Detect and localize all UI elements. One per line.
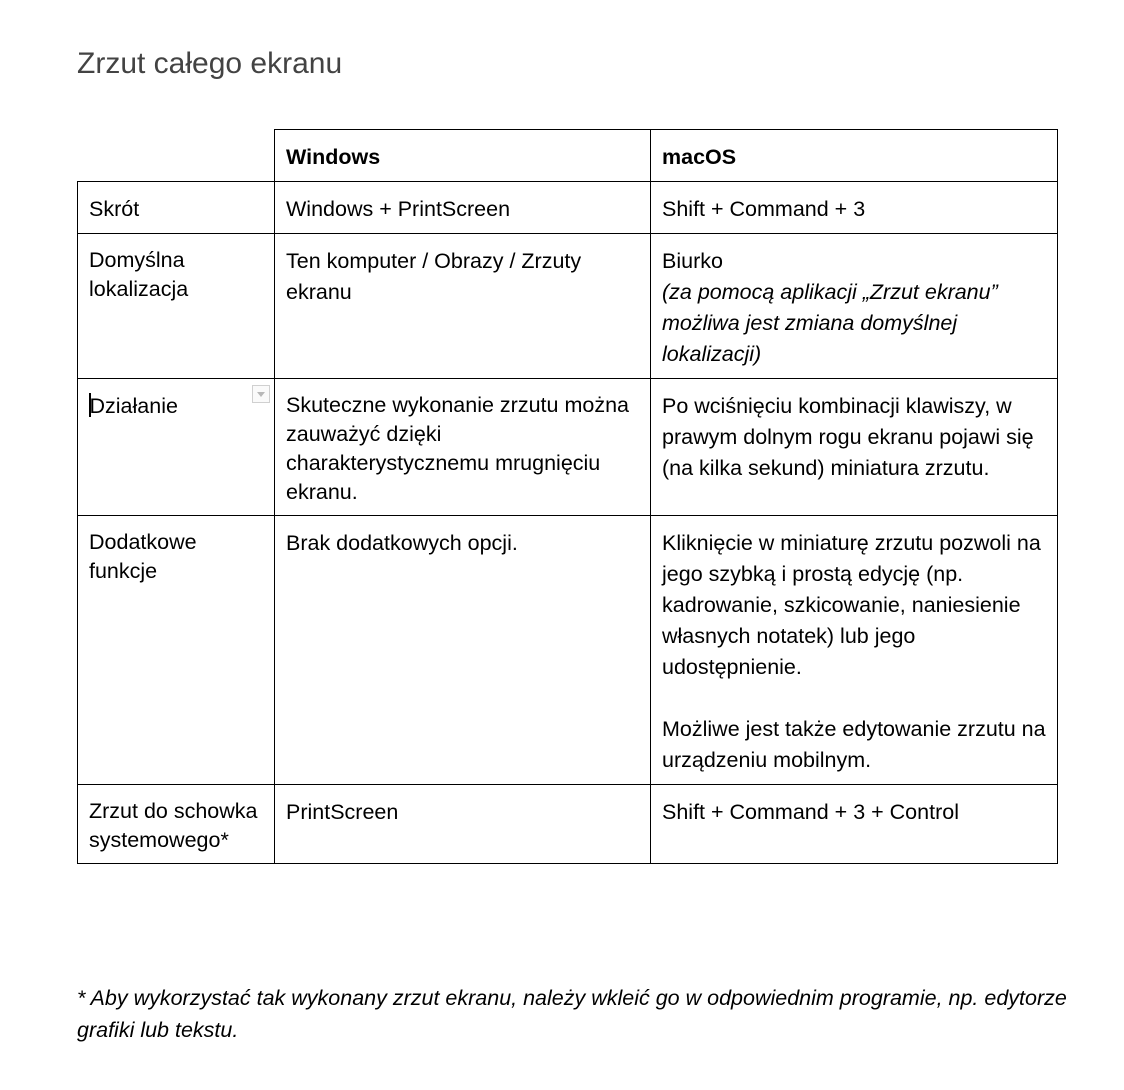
table-row (78, 379, 1058, 516)
comparison-table (77, 129, 1058, 864)
row-label-funkcje[interactable]: Dodatkowe funkcje (78, 516, 275, 785)
footnote: * Aby wykorzystać tak wykonany zrzut ekranu, należy wkleić go w odpowiednim programie, np. edytorze grafiki lub tekstu. (77, 986, 1067, 1042)
macos-functions-text: Kliknięcie w miniaturę zrzutu pozwoli na jego szybką i prostą edycję (np. kadrowanie, szkicowanie, naniesienie własnych notatek) lub jego udostępnienie. (662, 531, 1041, 679)
row-label-skrot[interactable]: Skrót (78, 182, 275, 234)
cell-windows-skrot[interactable]: Windows + PrintScreen (275, 182, 651, 234)
macos-functions-extra: Możliwe jest także edytowanie zrzutu na urządzeniu mobilnym. (662, 717, 1046, 772)
table-row (78, 182, 1058, 234)
cell-windows-lokalizacja[interactable]: Ten komputer / Obrazy / Zrzuty ekranu (275, 234, 651, 379)
header-macos[interactable]: macOS (651, 130, 1058, 182)
cell-windows-schowek[interactable]: PrintScreen (275, 785, 651, 864)
cell-windows-dzialanie[interactable]: Skuteczne wykonanie zrzutu można zauważyć dzięki charakterystycznemu mrugnięciu ekranu. (275, 379, 651, 516)
table-row (78, 785, 1058, 864)
table-row (78, 516, 1058, 785)
row-label-dzialanie-text: Działanie (89, 394, 178, 418)
cell-macos-lokalizacja[interactable] (651, 234, 1058, 379)
dropdown-arrow-icon[interactable] (252, 385, 270, 403)
macos-location-note: (za pomocą aplikacji „Zrzut ekranu” możliwa jest zmiana domyślnej lokalizacji) (662, 280, 998, 366)
cell-macos-schowek[interactable]: Shift + Command + 3 + Control (651, 785, 1058, 864)
cell-windows-funkcje[interactable]: Brak dodatkowych opcji. (275, 516, 651, 785)
row-label-lokalizacja[interactable]: Domyślna lokalizacja (78, 234, 275, 379)
cell-macos-dzialanie[interactable]: Po wciśnięciu kombinacji klawiszy, w prawym dolnym rogu ekranu pojawi się (na kilka sekund) miniatura zrzutu. (651, 379, 1058, 516)
table-header-row (78, 130, 1058, 182)
macos-location-value: Biurko (662, 249, 723, 273)
row-label-dzialanie[interactable] (78, 379, 275, 516)
table-row (78, 234, 1058, 379)
cell-macos-skrot[interactable]: Shift + Command + 3 (651, 182, 1058, 234)
cell-macos-funkcje[interactable] (651, 516, 1058, 785)
header-empty-cell (78, 130, 275, 182)
header-windows[interactable]: Windows (275, 130, 651, 182)
page-title: Zrzut całego ekranu (77, 47, 343, 80)
row-label-schowek[interactable]: Zrzut do schowka systemowego* (78, 785, 275, 864)
